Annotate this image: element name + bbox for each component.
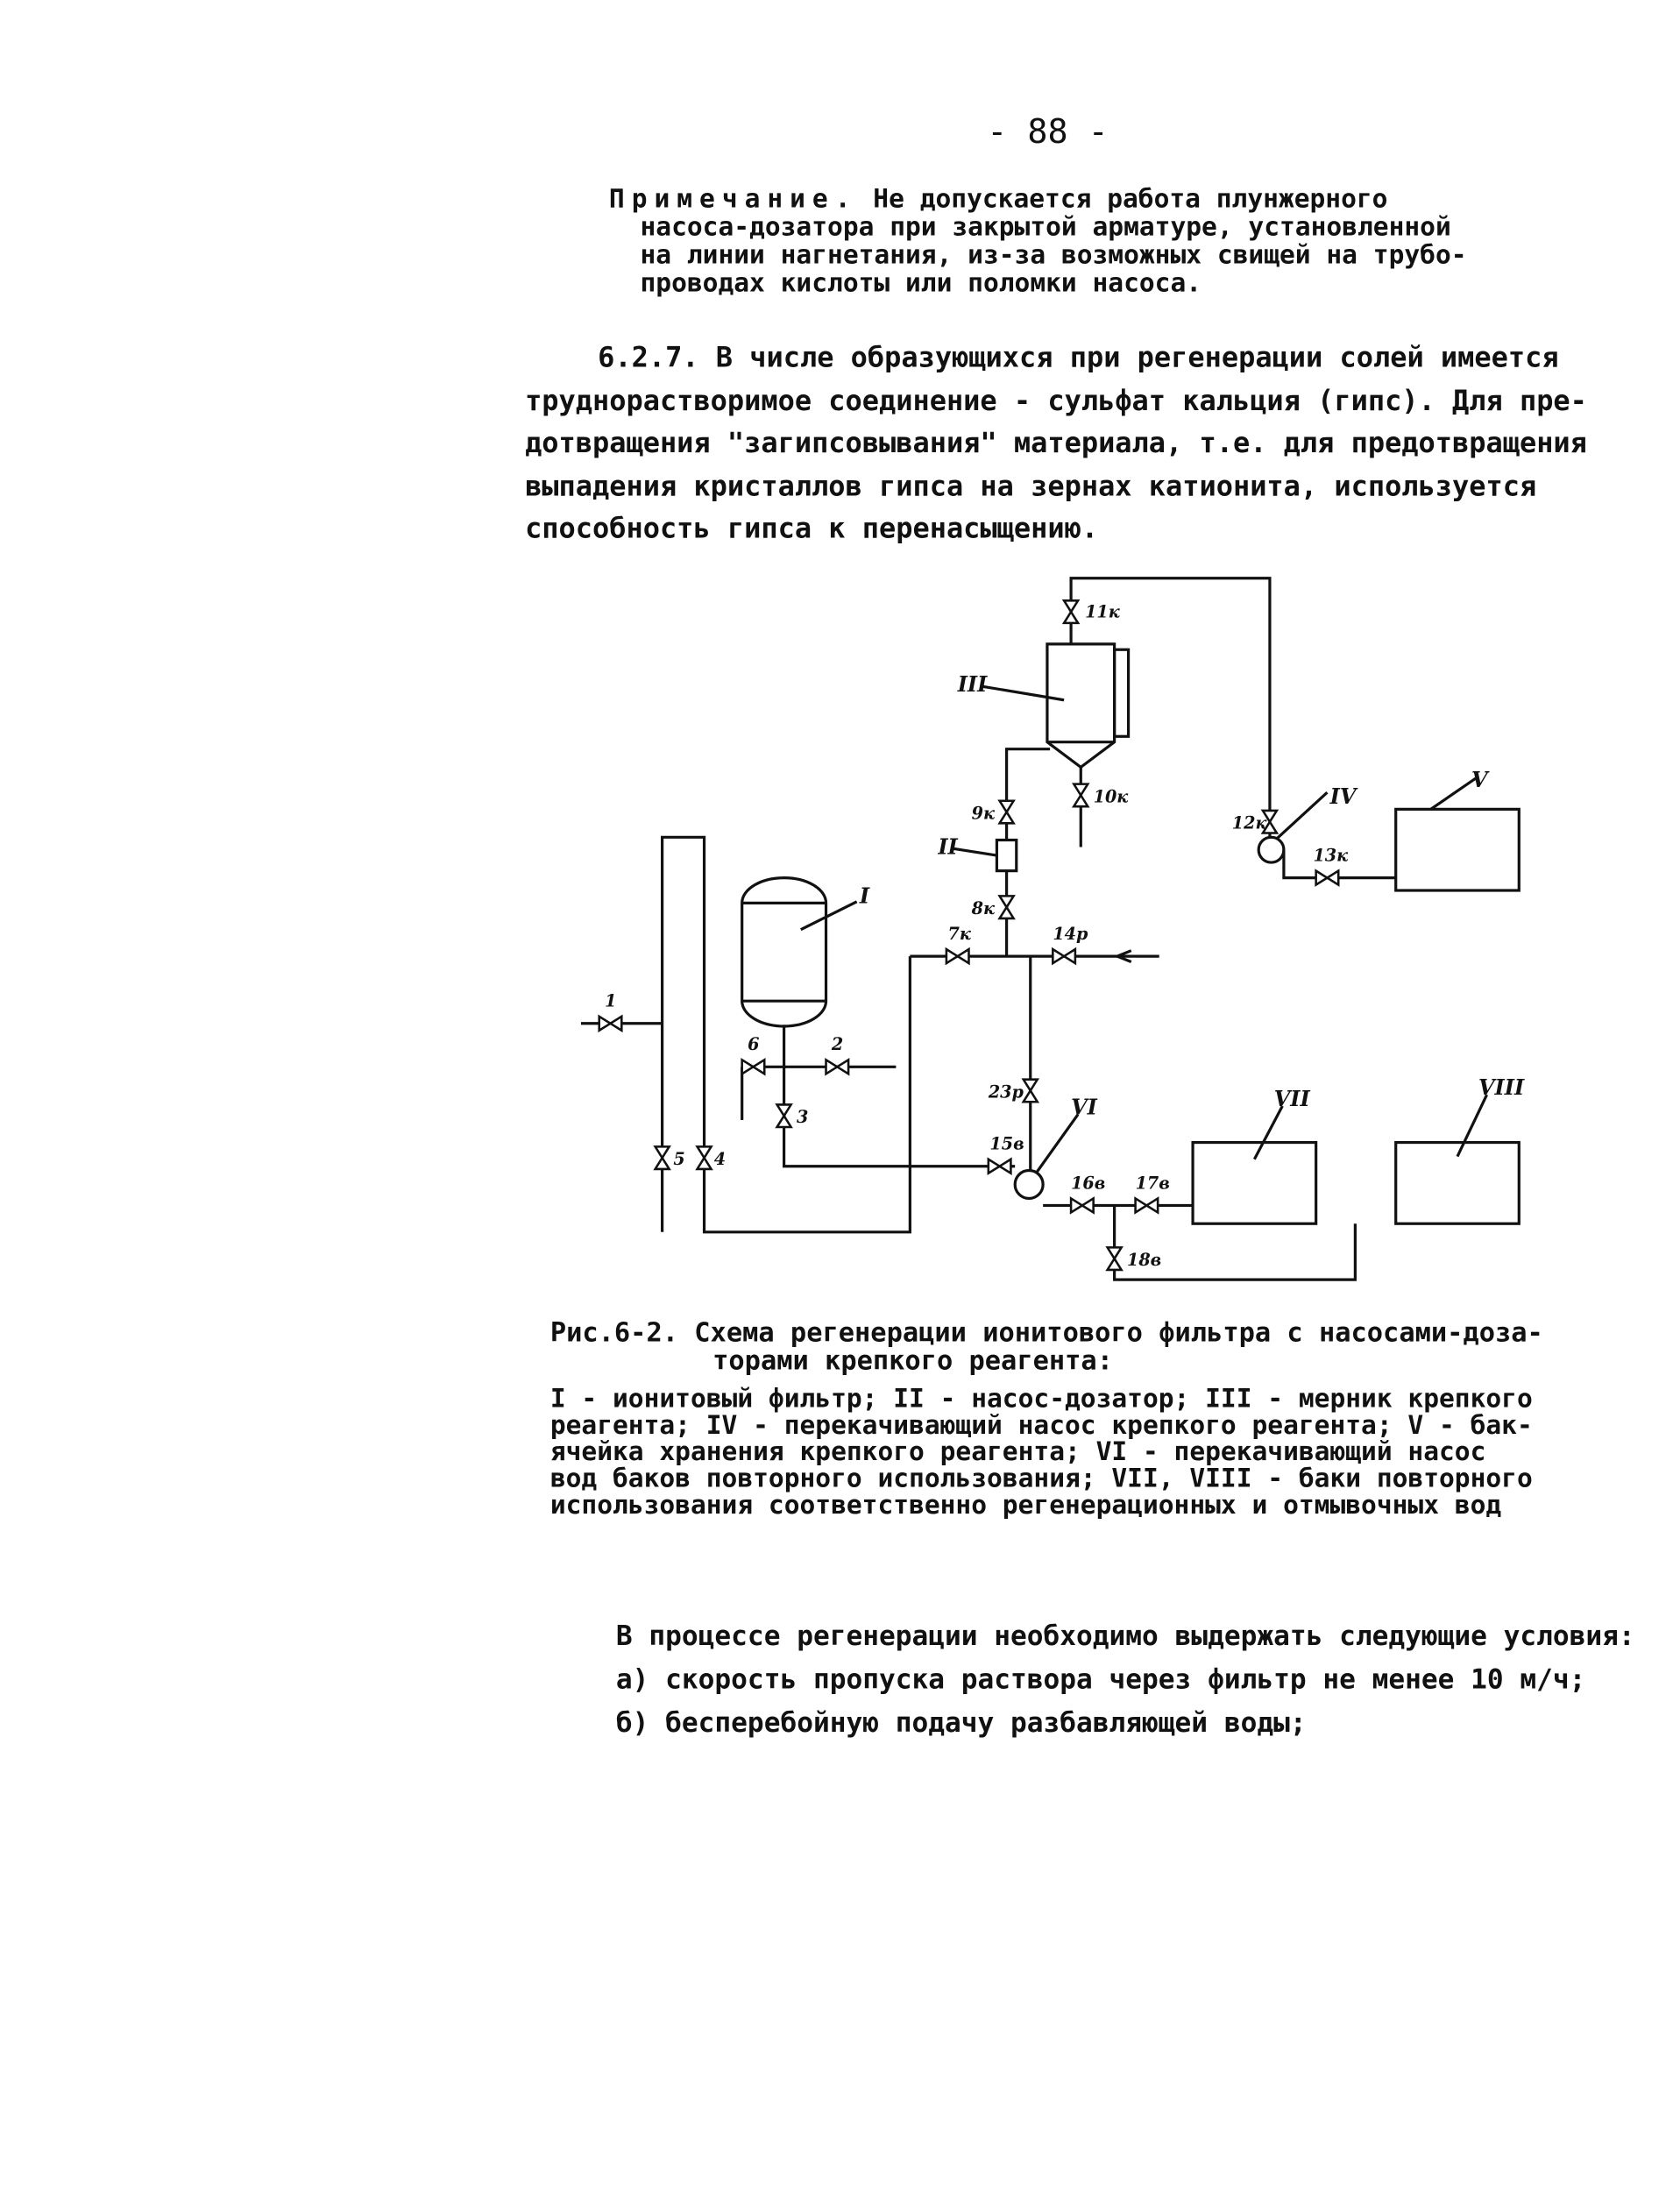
legend-line: I - ионитовый фильтр; II - насос-дозатор; III - мерник крепкого bbox=[549, 1384, 1533, 1415]
valve-7k bbox=[946, 949, 969, 963]
label-valve-8k: 8к bbox=[971, 898, 995, 919]
valve-23r bbox=[1024, 1080, 1038, 1103]
paragraph-line: 6.2.7. В числе образующихся при регенерации солей имеется bbox=[598, 340, 1559, 374]
measuring-tank bbox=[1047, 644, 1129, 768]
paragraph-line: дотвращения "загипсовывания" материала, т.е. для предотвращения bbox=[525, 425, 1587, 459]
label-valve-12k: 12к bbox=[1231, 812, 1267, 833]
leader-lines bbox=[801, 686, 1487, 1173]
label-valve-15v: 15в bbox=[989, 1133, 1024, 1154]
figure-caption-title bbox=[550, 1319, 1543, 1375]
label-valve-18v: 18в bbox=[1126, 1250, 1162, 1271]
legend-line: реагента; IV - перекачивающий насос крепкого реагента; V - бак- bbox=[549, 1411, 1533, 1441]
label-reuse-tank-regen: VII bbox=[1273, 1087, 1310, 1112]
valve-3 bbox=[777, 1104, 791, 1127]
transfer-pump-strong bbox=[1258, 837, 1284, 862]
note-line: проводах кислоты или поломки насоса. bbox=[640, 268, 1202, 299]
label-valve-9k: 9к bbox=[971, 803, 995, 824]
valve-16v bbox=[1071, 1198, 1094, 1212]
label-measuring-tank: III bbox=[957, 672, 988, 698]
figure-legend bbox=[550, 1386, 1533, 1520]
label-valve-4: 4 bbox=[713, 1149, 727, 1170]
label-valve-13k: 13к bbox=[1313, 845, 1349, 866]
label-filter: I bbox=[859, 883, 870, 909]
label-valve-6: 6 bbox=[748, 1034, 760, 1055]
valve-6 bbox=[742, 1060, 765, 1074]
storage-tank bbox=[1396, 809, 1520, 890]
label-valve-16v: 16в bbox=[1071, 1173, 1106, 1194]
valve-10k bbox=[1074, 784, 1088, 807]
transfer-pump-reuse bbox=[1015, 1171, 1043, 1199]
legend-line: вод баков повторного использования; VII, VIII - баки повторного bbox=[549, 1464, 1533, 1494]
valve-8k bbox=[1000, 896, 1014, 918]
label-valve-1: 1 bbox=[605, 990, 617, 1011]
label-valve-10k: 10к bbox=[1093, 786, 1129, 807]
valve-5 bbox=[656, 1146, 670, 1169]
label-transfer-pump-strong: IV bbox=[1329, 784, 1357, 809]
label-valve-3: 3 bbox=[796, 1107, 809, 1128]
conditions-list bbox=[616, 1614, 1635, 1745]
valve-13k bbox=[1316, 871, 1339, 885]
legend-line: использования соответственно регенерационных и отмывочных вод bbox=[549, 1491, 1502, 1521]
filter-vessel bbox=[742, 878, 826, 1026]
label-reuse-tank-wash: VIII bbox=[1478, 1075, 1525, 1101]
reuse-tank-regen bbox=[1193, 1143, 1316, 1224]
note-line: насоса-дозатора при закрытой арматуре, установленной bbox=[640, 212, 1451, 243]
valve-11k bbox=[1064, 600, 1078, 623]
valve-15v bbox=[989, 1159, 1011, 1173]
valve-4 bbox=[698, 1146, 712, 1169]
note-line: на линии нагнетания, из-за возможных свищей на трубо- bbox=[640, 240, 1467, 271]
caption-line: торами крепкого реагента: bbox=[712, 1345, 1113, 1377]
paragraph-line: способность гипса к перенасыщению. bbox=[525, 511, 1099, 545]
conditions-line: а) скорость пропуска раствора через фильтр не менее 10 м/ч; bbox=[615, 1663, 1586, 1696]
label-valve-23r: 23р bbox=[988, 1081, 1024, 1103]
page-number: - 88 - bbox=[987, 111, 1109, 152]
valve-14r bbox=[1053, 949, 1075, 963]
note-label: Примечание. bbox=[608, 184, 858, 215]
valve-9k bbox=[1000, 801, 1014, 824]
label-transfer-pump-reuse: VI bbox=[1071, 1095, 1097, 1120]
caption-line: Рис.6-2. Схема регенерации ионитового фильтра с насосами-доза- bbox=[549, 1317, 1543, 1349]
label-valve-14r: 14р bbox=[1053, 923, 1088, 944]
paragraph-line: труднорастворимое соединение - сульфат кальция (гипс). Для пре- bbox=[525, 382, 1587, 417]
conditions-line: В процессе регенерации необходимо выдержать следующие условия: bbox=[615, 1620, 1635, 1653]
label-storage-tank: V bbox=[1471, 767, 1488, 792]
conditions-line: б) бесперебойную подачу разбавляющей воды; bbox=[615, 1706, 1307, 1740]
legend-line: ячейка хранения крепкого реагента; VI - перекачивающий насос bbox=[549, 1437, 1486, 1468]
label-dosing-pump: II bbox=[938, 834, 958, 860]
paragraph-line: выпадения кристаллов гипса на зернах катионита, используется bbox=[525, 468, 1537, 502]
label-valve-17v: 17в bbox=[1135, 1173, 1170, 1194]
valve-2 bbox=[826, 1060, 849, 1074]
label-valve-11k: 11к bbox=[1085, 601, 1120, 622]
label-valve-7k: 7к bbox=[947, 923, 971, 944]
dosing-pump-body bbox=[996, 840, 1016, 871]
valve-17v bbox=[1136, 1198, 1159, 1212]
note-line: Не допускается работа плунжерного bbox=[857, 184, 1388, 215]
valve-18v bbox=[1108, 1247, 1122, 1270]
label-valve-5: 5 bbox=[673, 1149, 685, 1170]
label-valve-2: 2 bbox=[831, 1034, 844, 1055]
valve-1 bbox=[599, 1017, 622, 1031]
